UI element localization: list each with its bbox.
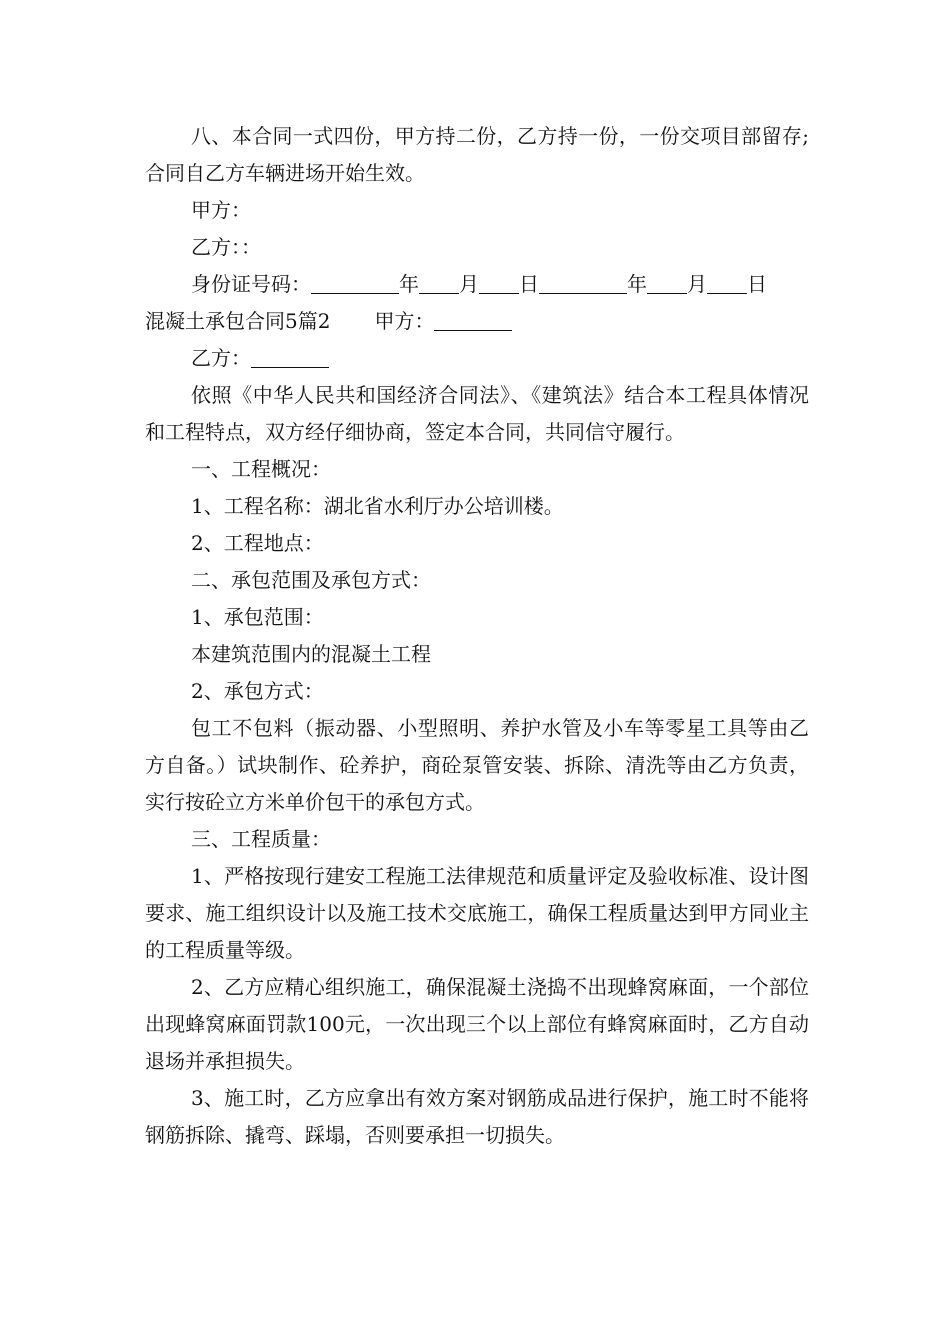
blank-field bbox=[434, 308, 512, 331]
day-label: 日 bbox=[519, 272, 539, 296]
contract-title: 混凝土承包合同5篇2 bbox=[145, 309, 331, 333]
blank-field bbox=[251, 345, 329, 368]
quality-clause-three: 3、施工时，乙方应拿出有效方案对钢筋成品进行保护，施工时不能将钢筋拆除、撬弯、踩塌，否则要承担一切损失。 bbox=[145, 1086, 809, 1147]
blank-field bbox=[707, 271, 747, 294]
id-date-line bbox=[145, 266, 809, 303]
blank-field bbox=[311, 271, 399, 294]
party-b-line: 乙方：： bbox=[191, 235, 261, 259]
section-heading-one: 一、工程概况： bbox=[191, 457, 331, 481]
party-b-signature bbox=[145, 340, 809, 377]
section-heading-two: 二、承包范围及承包方式： bbox=[191, 568, 431, 592]
contract-title-line bbox=[145, 303, 809, 340]
scope-heading: 1、承包范围： bbox=[191, 605, 324, 629]
blank-field bbox=[539, 271, 627, 294]
method-heading: 2、承包方式： bbox=[191, 679, 324, 703]
preamble: 依照《中华人民共和国经济合同法》、《建筑法》结合本工程具体情况和工程特点，双方经仔细协商，签定本合同，共同信守履行。 bbox=[145, 383, 809, 444]
blank-field bbox=[419, 271, 459, 294]
quality-clause-one: 1、严格按现行建安工程施工法律规范和质量评定及验收标准、设计图要求、施工组织设计以及施工技术交底施工，确保工程质量达到甲方同业主的工程质量等级。 bbox=[145, 864, 809, 962]
blank-field bbox=[479, 271, 519, 294]
month-label: 月 bbox=[459, 272, 479, 296]
clause-eight: 八、本合同一式四份，甲方持二份，乙方持一份，一份交项目部留存;合同自乙方车辆进场开始生效。 bbox=[145, 124, 809, 185]
party-b-label: 乙方： bbox=[191, 346, 251, 370]
party-a-label: 甲方： bbox=[374, 309, 435, 333]
blank-field bbox=[647, 271, 687, 294]
year-label: 年 bbox=[627, 272, 647, 296]
year-label: 年 bbox=[399, 272, 419, 296]
scope-text: 本建筑范围内的混凝土工程 bbox=[191, 642, 431, 666]
method-text: 包工不包料（振动器、小型照明、养护水管及小车等零星工具等由乙方自备。）试块制作、砼养护，商砼泵管安装、拆除、清洗等由乙方负责，实行按砼立方米单价包干的承包方式。 bbox=[145, 716, 809, 814]
project-name: 1、工程名称：湖北省水利厅办公培训楼。 bbox=[191, 494, 564, 518]
project-location: 2、工程地点： bbox=[191, 531, 324, 555]
quality-clause-two: 2、乙方应精心组织施工，确保混凝土浇捣不出现蜂窝麻面，一个部位出现蜂窝麻面罚款100元，一次出现三个以上部位有蜂窝麻面时，乙方自动退场并承担损失。 bbox=[145, 975, 809, 1073]
id-label: 身份证号码： bbox=[191, 272, 311, 296]
party-a-line: 甲方： bbox=[191, 198, 251, 222]
month-label: 月 bbox=[687, 272, 707, 296]
section-heading-three: 三、工程质量： bbox=[191, 827, 331, 851]
day-label: 日 bbox=[747, 272, 767, 296]
document-body bbox=[145, 118, 809, 1154]
